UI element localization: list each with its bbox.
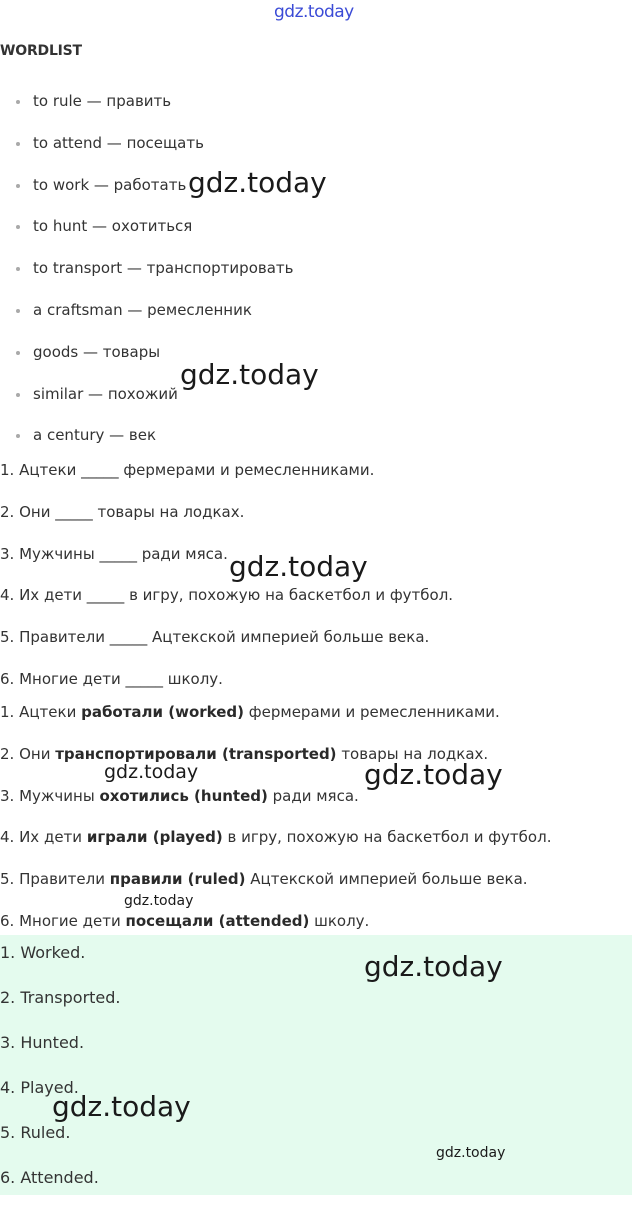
list-item: a century — век (0, 426, 293, 468)
site-logo[interactable]: gdz.today (274, 2, 354, 22)
answer-sentence: 4. Их дети играли (played) в игру, похожую на баскетбол и футбол. (0, 828, 552, 847)
task-sentence: 4. Их дети _____ в игру, похожую на баскетбол и футбол. (0, 586, 454, 605)
list-item: similar — похожий (0, 385, 293, 427)
watermark: gdz.today (104, 761, 199, 783)
task-sentences (0, 461, 453, 712)
answer-verb: играли (played) (86, 828, 223, 847)
watermark: gdz.today (436, 1145, 506, 1161)
wordlist-heading: WORDLIST (0, 43, 82, 59)
watermark: gdz.today (364, 950, 503, 983)
answer-sentence: 2. Они транспортировали (transported) товары на лодках. (0, 744, 489, 763)
task-sentence: 1. Ацтеки _____ фермерами и ремесленниками. (0, 461, 375, 479)
task-sentence: 2. Они _____ товары на лодках. (0, 502, 245, 521)
answer-verb: охотились (hunted) (99, 786, 268, 805)
answer-verb: транспортировали (transported) (55, 744, 337, 763)
answer-sentence: 3. Мужчины охотились (hunted) ради мяса. (0, 786, 359, 805)
bullet-icon (16, 267, 20, 271)
watermark: gdz.today (364, 758, 503, 791)
list-item: to rule — править (0, 92, 293, 134)
bullet-icon (16, 184, 20, 188)
answer-sentence: 6. Многие дети посещали (attended) школу. (0, 911, 370, 930)
short-answer: 5. Ruled. (0, 1123, 71, 1142)
watermark: gdz.today (188, 166, 327, 199)
short-answer: 1. Worked. (0, 943, 86, 962)
answer-sentence: 1. Ацтеки работали (worked) фермерами и ремесленниками. (0, 703, 500, 721)
list-item: to transport — транспортировать (0, 259, 293, 301)
watermark: gdz.today (52, 1090, 191, 1123)
bullet-icon (16, 434, 20, 438)
bullet-icon (16, 309, 20, 313)
watermark: gdz.today (124, 893, 194, 909)
bullet-icon (16, 225, 20, 229)
list-item: a craftsman — ремесленник (0, 301, 293, 343)
short-answer: 2. Transported. (0, 988, 121, 1007)
bullet-icon (16, 142, 20, 146)
bullet-icon (16, 100, 20, 104)
watermark: gdz.today (180, 358, 319, 391)
watermark: gdz.today (229, 550, 368, 583)
list-item: to work — работать (0, 176, 293, 218)
short-answers (0, 943, 121, 1213)
short-answer: 6. Attended. (0, 1168, 99, 1187)
bullet-icon (16, 393, 20, 397)
list-item: to hunt — охотиться (0, 217, 293, 259)
answer-sentences (0, 703, 551, 954)
answer-verb: правили (ruled) (109, 870, 246, 889)
list-item: goods — товары (0, 343, 293, 385)
task-sentence: 3. Мужчины _____ ради мяса. (0, 544, 228, 563)
wordlist (0, 92, 293, 468)
bullet-icon (16, 351, 20, 355)
answer-verb: посещали (attended) (125, 911, 310, 930)
short-answer: 3. Hunted. (0, 1033, 85, 1052)
list-item: to attend — посещать (0, 134, 293, 176)
short-answer: 4. Played. (0, 1078, 79, 1097)
task-sentence: 5. Правители _____ Ацтекской империей больше века. (0, 628, 430, 647)
task-sentence: 6. Многие дети _____ школу. (0, 669, 223, 688)
answer-sentence: 5. Правители правили (ruled) Ацтекской империей больше века. (0, 870, 528, 889)
answer-verb: работали (worked) (81, 703, 245, 721)
